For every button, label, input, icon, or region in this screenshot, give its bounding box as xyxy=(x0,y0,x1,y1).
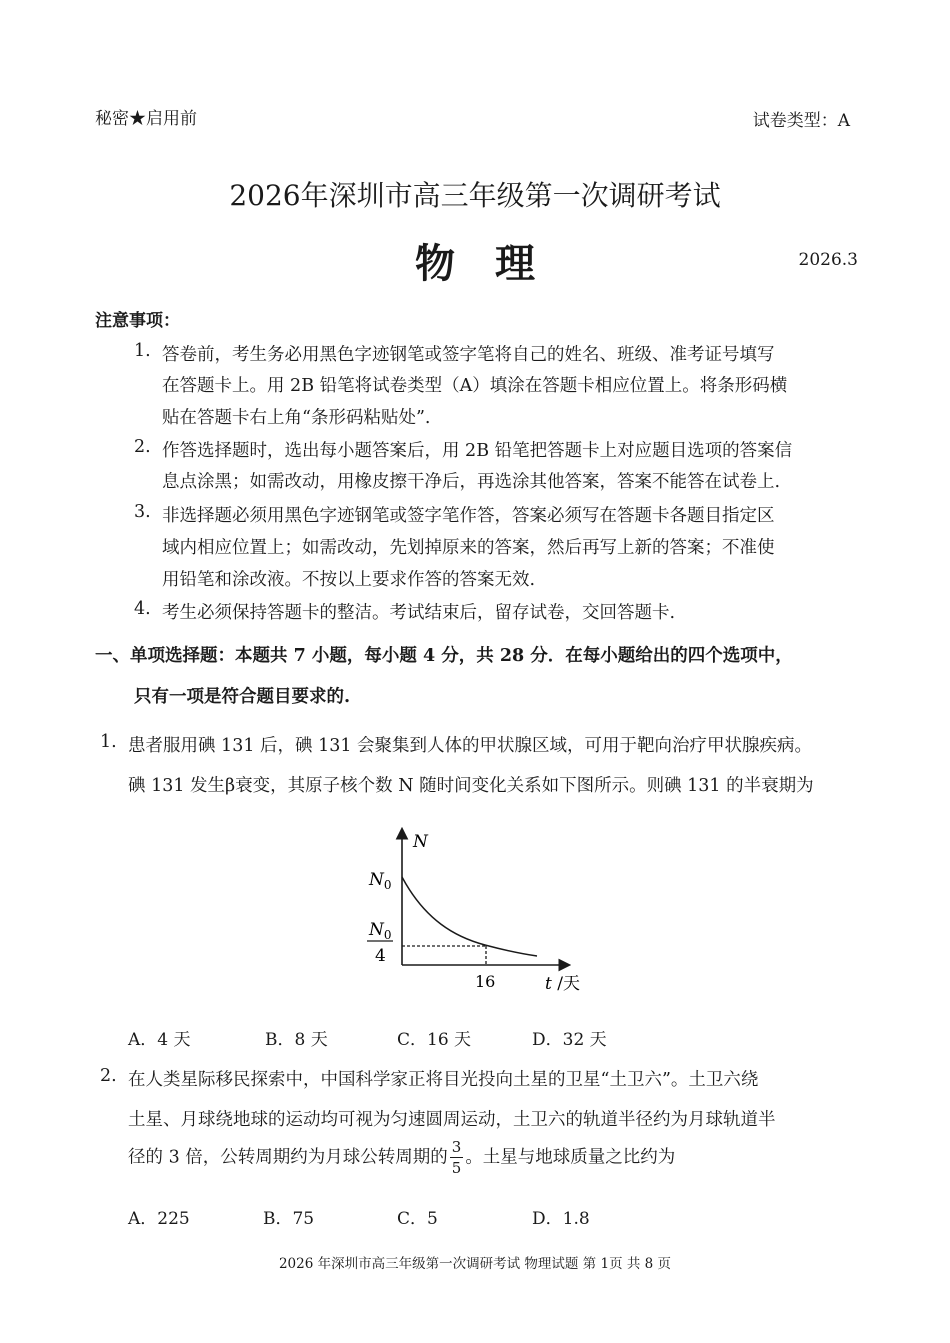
option-d: D．32 天 xyxy=(532,1030,607,1050)
question-text: 患者服用碘 131 后，碘 131 会聚集到人体的甲状腺区域，可用于靶向治疗甲状腺疾病。 xyxy=(128,736,813,756)
notice-title: 注意事项： xyxy=(95,311,180,331)
confidential-mark: 秘密★启用前 xyxy=(95,109,197,129)
notice-item-number: 2. xyxy=(134,437,151,457)
notice-item-number: 3. xyxy=(134,502,151,522)
y-tick-n0: $N_0$ xyxy=(369,870,392,892)
subject-title: 物理 xyxy=(415,240,575,287)
notice-item-line: 息点涂黑；如需改动，用橡皮擦干净后，再选涂其他答案，答案不能答在试卷上. xyxy=(162,472,781,492)
option-c: C．5 xyxy=(397,1209,438,1229)
paper-type: 试卷类型：A xyxy=(752,111,850,131)
question-number: 2. xyxy=(100,1066,117,1086)
notice-item-line: 非选择题必须用黑色字迹钢笔或签字笔作答，答案必须写在答题卡各题目指定区 xyxy=(162,506,775,526)
exam-date: 2026.3 xyxy=(798,250,858,270)
option-a: A．4 天 xyxy=(128,1030,191,1050)
option-c: C．16 天 xyxy=(397,1030,472,1050)
notice-item-number: 1. xyxy=(134,341,151,361)
notice-item-line: 考生必须保持答题卡的整洁。考试结束后，留存试卷，交回答题卡. xyxy=(162,603,676,623)
notice-item-line: 域内相应位置上；如需改动，先划掉原来的答案，然后再写上新的答案；不准使 xyxy=(162,538,775,558)
notice-item-line: 贴在答题卡右上角“条形码粘贴处”. xyxy=(162,408,431,428)
x-axis-label: t /天 xyxy=(545,974,580,994)
section-heading-cont: 只有一项是符合题目要求的. xyxy=(134,687,351,707)
notice-item-line: 用铅笔和涂改液。不按以上要求作答的答案无效. xyxy=(162,570,536,590)
notice-item-number: 4. xyxy=(134,599,151,619)
y-axis-label: N xyxy=(413,832,428,852)
section-heading: 一、单项选择题：本题共 7 小题，每小题 4 分，共 28 分．在每小题给出的四个选项中， xyxy=(95,646,793,666)
question-text: 在人类星际移民探索中，中国科学家正将目光投向土星的卫星“土卫六”。土卫六绕 xyxy=(128,1070,759,1090)
question-text-with-fraction: 径的 3 倍，公转周期约为月球公转周期的 $\frac{3}{5}$ 。土星与地球质量之比约为 xyxy=(128,1138,676,1177)
notice-item-line: 作答选择题时，选出每小题答案后，用 2B 铅笔把答题卡上对应题目选项的答案信 xyxy=(162,441,793,461)
y-tick-n0-over-4-den: 4 xyxy=(375,946,386,966)
page-footer: 2026 年深圳市高三年级第一次调研考试 物理试题 第 1页 共 8 页 xyxy=(278,1256,672,1272)
exam-title: 2026年深圳市高三年级第一次调研考试 xyxy=(229,179,721,212)
y-tick-n0-over-4-num: $N_0$ xyxy=(369,920,392,942)
x-tick-16: 16 xyxy=(475,972,496,991)
option-a: A．225 xyxy=(128,1209,190,1229)
question-text: 碘 131 发生β衰变，其原子核个数 N 随时间变化关系如下图所示。则碘 131 的半衰期为 xyxy=(128,776,814,796)
question-text: 土星、月球绕地球的运动均可视为匀速圆周运动，土卫六的轨道半径约为月球轨道半 xyxy=(128,1110,776,1130)
fraction-three-fifths: $\frac{3}{5}$ xyxy=(451,1138,462,1177)
notice-item-line: 在答题卡上。用 2B 铅笔将试卷类型（A）填涂在答题卡相应位置上。将条形码横 xyxy=(162,376,788,396)
decay-curve-figure xyxy=(355,825,605,995)
question-number: 1. xyxy=(100,732,117,752)
option-b: B．75 xyxy=(263,1209,315,1229)
decay-curve xyxy=(402,877,537,956)
option-b: B．8 天 xyxy=(265,1030,328,1050)
notice-item-line: 答卷前，考生务必用黑色字迹钢笔或签字笔将自己的姓名、班级、准考证号填写 xyxy=(162,345,775,365)
option-d: D．1.8 xyxy=(532,1209,590,1229)
